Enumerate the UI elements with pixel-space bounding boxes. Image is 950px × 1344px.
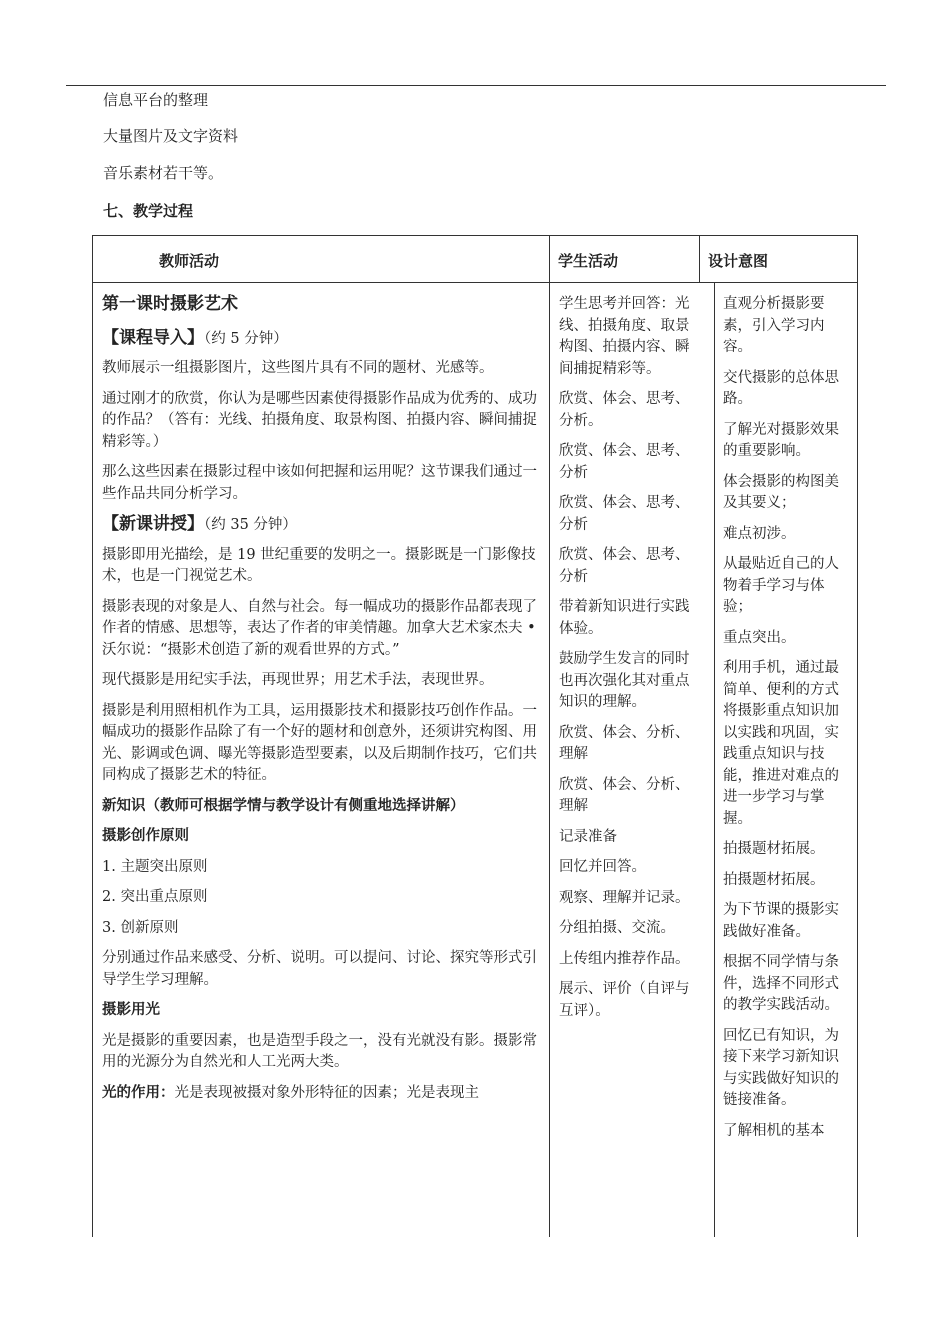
teaching-process-table xyxy=(92,235,858,1237)
design-item: 了解光对摄影效果的重要影响。 xyxy=(723,421,839,459)
student-column xyxy=(559,294,697,1031)
design-item: 从最贴近自己的人物着手学习与体验； xyxy=(723,556,839,615)
column-divider xyxy=(549,236,550,1237)
student-item: 欣赏、体会、思考、分析 xyxy=(559,547,690,585)
teacher-paragraph: 摄影表现的对象是人、自然与社会。每一幅成功的摄影作品都表现了作者的情感、思想等，表达了作者的审美情趣。加拿大艺术家杰夫 • 沃尔说：“摄影术创造了新的观看世界的方式。” xyxy=(102,598,537,658)
column-divider xyxy=(699,236,700,282)
teacher-paragraph: 分别通过作品来感受、分析、说明。可以提问、讨论、探究等形式引导学生学习理解。 xyxy=(102,950,537,988)
new-knowledge-heading: 新知识（教师可根据学情与教学设计有侧重地选择讲解） xyxy=(102,797,465,814)
teacher-paragraph: 摄影是利用照相机作为工具，运用摄影技术和摄影技巧创作作品。一幅成功的摄影作品除了有一个好的题材和创意外，还须讲究构图、用光、影调或色调、曝光等摄影造型要素，以及后期制作技巧，它们共同构成了摄影艺术的特征。 xyxy=(102,702,537,783)
intro-section-heading: 【课程导入】（约 5 分钟） xyxy=(102,327,288,348)
student-item: 鼓励学生发言的同时也再次强化其对重点知识的理解。 xyxy=(559,651,690,710)
teacher-paragraph: 教师展示一组摄影图片，这些图片具有不同的题材、光感等。 xyxy=(102,360,494,376)
student-item: 上传组内推荐作品。 xyxy=(559,950,690,967)
design-item: 回忆已有知识，为接下来学习新知识与实践做好知识的链接准备。 xyxy=(723,1027,839,1108)
teacher-paragraph: 通过刚才的欣赏，你认为是哪些因素使得摄影作品成为优秀的、成功的作品？（答有：光线、拍摄角度、取景构图、拍摄内容、瞬间捕捉精彩等。） xyxy=(102,390,537,450)
principle-item: 2. 突出重点原则 xyxy=(102,889,208,905)
student-item: 欣赏、体会、思考、分析。 xyxy=(559,391,690,429)
intro-line-3: 音乐素材若干等。 xyxy=(103,164,224,182)
design-item: 重点突出。 xyxy=(723,629,796,646)
design-item: 直观分析摄影要素，引入学习内容。 xyxy=(723,296,825,355)
light-title: 摄影用光 xyxy=(102,1002,160,1018)
teacher-paragraph: 现代摄影是用纪实手法，再现世界；用艺术手法，表现世界。 xyxy=(102,672,494,688)
light-role-paragraph: 光的作用：光是表现被摄对象外形特征的因素；光是表现主 xyxy=(102,1084,479,1101)
design-column xyxy=(723,294,845,1151)
header-student: 学生活动 xyxy=(558,252,619,270)
design-item: 为下节课的摄影实践做好准备。 xyxy=(723,902,839,940)
lesson-title: 第一课时摄影艺术 xyxy=(102,294,238,314)
principle-item: 1. 主题突出原则 xyxy=(102,858,208,875)
principles-title: 摄影创作原则 xyxy=(102,828,189,844)
student-item: 带着新知识进行实践体验。 xyxy=(559,599,690,637)
design-item: 利用手机，通过最简单、便利的方式将摄影重点知识加以实践和巩固，实践重点知识与技能，推进对难点的进一步学习与掌握。 xyxy=(723,660,839,827)
teacher-paragraph: 光是摄影的重要因素，也是造型手段之一，没有光就没有影。摄影常用的光源分为自然光和人工光两大类。 xyxy=(102,1032,537,1070)
design-item: 难点初涉。 xyxy=(723,525,796,542)
section-heading: 七、教学过程 xyxy=(103,202,194,220)
student-item: 观察、理解并记录。 xyxy=(559,889,690,906)
header-divider xyxy=(93,282,857,283)
header-design: 设计意图 xyxy=(708,252,769,270)
student-item: 展示、评价（自评与互评）。 xyxy=(559,981,690,1019)
header-rule xyxy=(66,85,886,86)
design-item: 拍摄题材拓展。 xyxy=(723,871,825,888)
student-item: 欣赏、体会、分析、理解 xyxy=(559,724,690,762)
design-item: 体会摄影的构图美及其要义； xyxy=(723,473,839,511)
student-item: 学生思考并回答：光线、拍摄角度、取景构图、拍摄内容、瞬间捕捉精彩等。 xyxy=(559,296,690,377)
column-divider xyxy=(714,282,715,1237)
intro-line-2: 大量图片及文字资料 xyxy=(103,127,239,145)
teacher-column xyxy=(102,294,540,1113)
student-item: 回忆并回答。 xyxy=(559,859,646,875)
principle-item: 3. 创新原则 xyxy=(102,919,179,936)
header-teacher: 教师活动 xyxy=(159,252,220,270)
student-item: 欣赏、体会、分析、理解 xyxy=(559,776,690,814)
student-item: 欣赏、体会、思考、分析 xyxy=(559,495,690,533)
design-item: 交代摄影的总体思路。 xyxy=(723,369,839,407)
intro-line-1: 信息平台的整理 xyxy=(103,91,209,109)
student-item: 欣赏、体会、思考、分析 xyxy=(559,443,690,481)
teacher-paragraph: 那么这些因素在摄影过程中该如何把握和运用呢？这节课我们通过一些作品共同分析学习。 xyxy=(102,464,537,502)
student-item: 分组拍摄、交流。 xyxy=(559,920,675,936)
teacher-paragraph: 摄影即用光描绘，是 19 世纪重要的发明之一。摄影既是一门影像技术，也是一门视觉艺术。 xyxy=(102,546,536,584)
design-item: 了解相机的基本 xyxy=(723,1122,825,1139)
design-item: 根据不同学情与条件，选择不同形式的教学实践活动。 xyxy=(723,954,839,1013)
student-item: 记录准备 xyxy=(559,828,617,845)
new-section-heading: 【新课讲授】（约 35 分钟） xyxy=(102,514,297,534)
design-item: 拍摄题材拓展。 xyxy=(723,841,825,857)
